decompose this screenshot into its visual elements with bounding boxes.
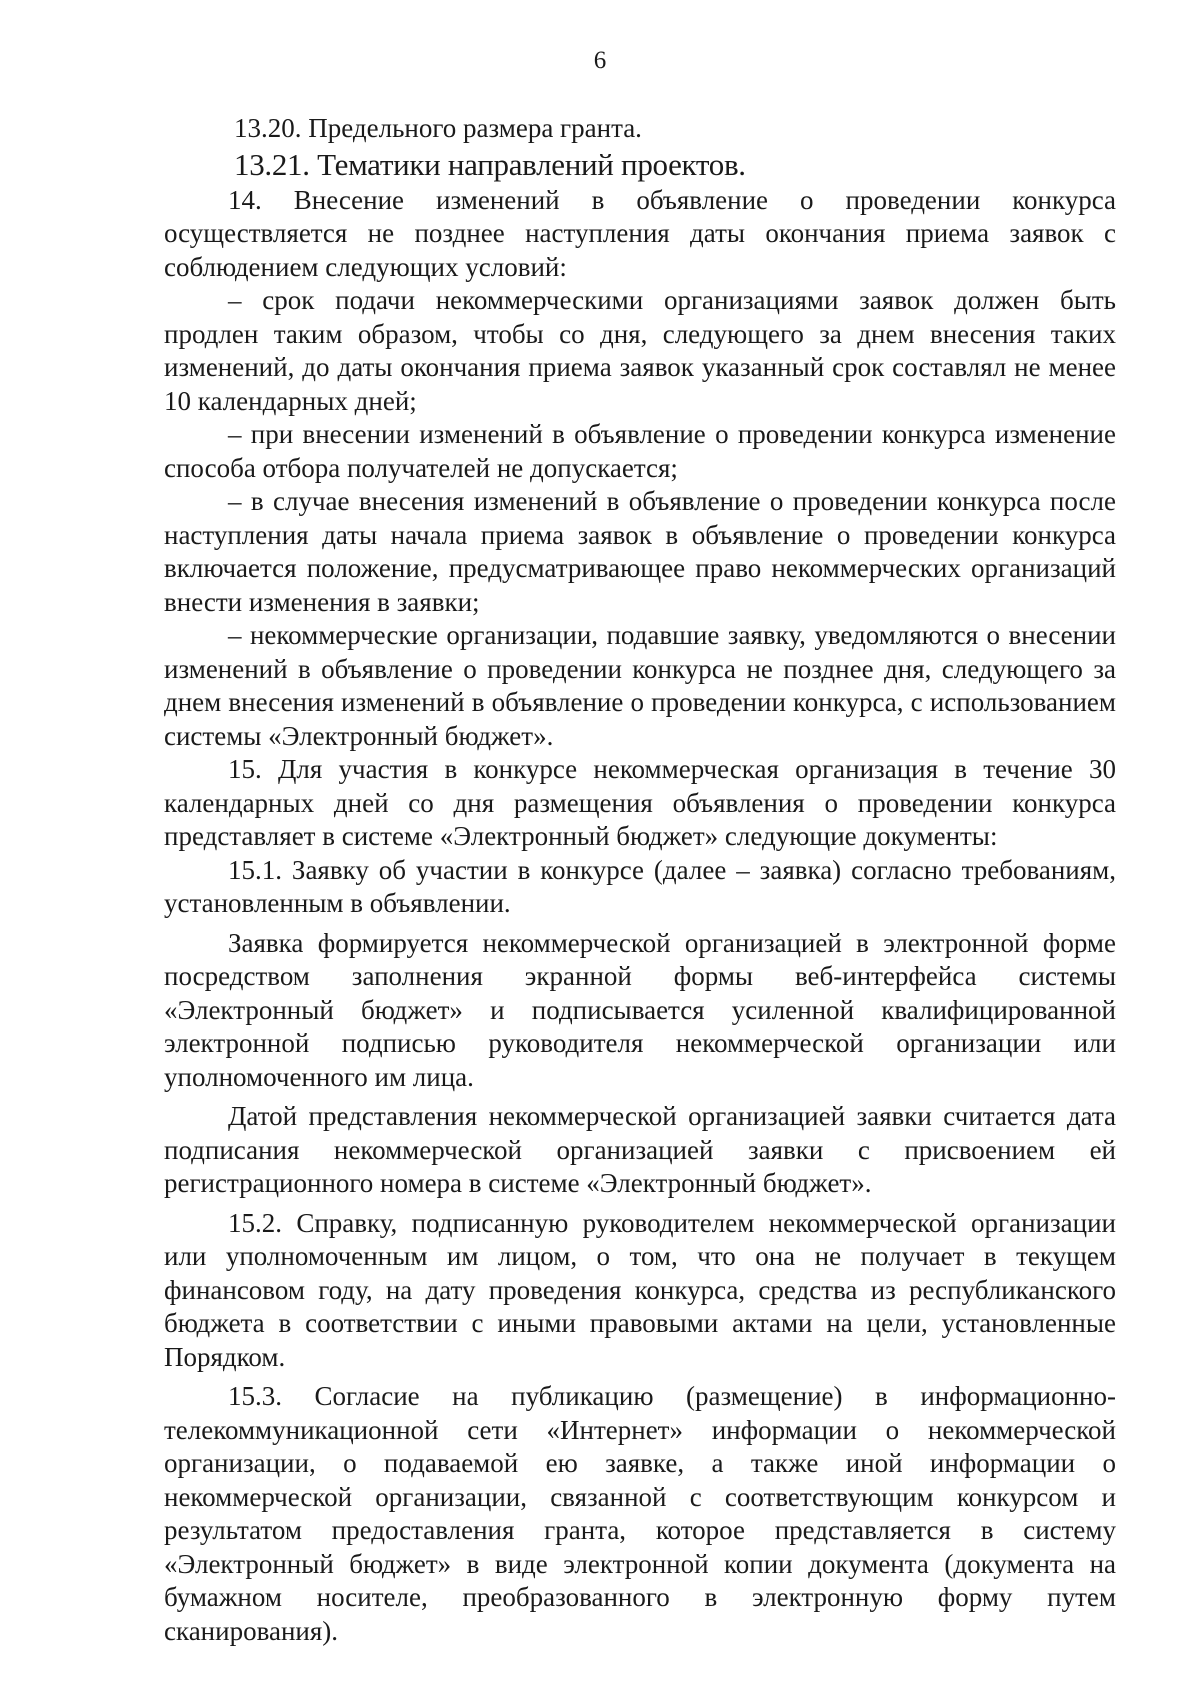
clause-15-1: 15.1. Заявку об участии в конкурсе (далее – заявка) согласно требованиям, установленным в объявлении. — [164, 854, 1116, 918]
page-number: 6 — [593, 47, 607, 74]
list-item-notification: – некоммерческие организации, подавшие заявку, уведомляются о внесении изменений в объявление о проведении конкурса не позднее дня, следующего за днем внесения изменений в объявление о проведении конкурса, с использованием системы «Электронный бюджет». — [164, 620, 1116, 751]
clause-15-2: 15.2. Справку, подписанную руководителем некоммерческой организации или уполномоченным им лицом, о том, что она не получает в текущем финансовом году, на дату проведения конкурса, средства из республиканского бюджета в соответствии с иными правовыми актами на цели, установленные Порядком. — [164, 1207, 1116, 1372]
clause-15: 15. Для участия в конкурсе некоммерческая организация в течение 30 календарных дней со дня размещения объявления о проведении конкурса представляет в системе «Электронный бюджет» следующие документы: — [164, 754, 1116, 851]
document-body — [164, 112, 1116, 1648]
clause-13-21: 13.21. Тематики направлений проектов. — [234, 146, 746, 182]
list-item-deadline-extension: – срок подачи некоммерческими организациями заявок должен быть продлен таким образом, чтобы со дня, следующего за днем внесения таких изменений, до даты окончания приема заявок указанный срок составлял не менее 10 календарных дней; — [164, 285, 1116, 416]
clause-14: 14. Внесение изменений в объявление о проведении конкурса осуществляется не позднее наступления даты окончания приема заявок с соблюдением следующих условий: — [164, 184, 1116, 282]
clause-13-20: 13.20. Предельного размера гранта. — [234, 113, 642, 143]
submission-date-paragraph: Датой представления некоммерческой организацией заявки считается дата подписания некоммерческой организацией заявки с присвоением ей регистрационного номера в системе «Электронный бюджет». — [164, 1101, 1116, 1198]
application-formation-paragraph: Заявка формируется некоммерческой организацией в электронной форме посредством заполнения экранной формы веб-интерфейса системы «Электронный бюджет» и подписывается усиленной квалифицированной электронной подписью руководителя некоммерческой организации или уполномоченного им лица. — [164, 927, 1116, 1092]
list-item-right-to-amend: – в случае внесения изменений в объявление о проведении конкурса после наступления даты начала приема заявок в объявление о проведении конкурса включается положение, предусматривающее право некоммерческих организаций внести изменения в заявки; — [164, 486, 1116, 617]
clause-15-3: 15.3. Согласие на публикацию (размещение) в информационно-телекоммуникационной сети «Интернет» информации о некоммерческой организации, о подаваемой ею заявке, а также иной информации о некоммерческой организации, связанной с соответствующим конкурсом и результатом предоставления гранта, которое представляется в систему «Электронный бюджет» в виде электронной копии документа (документа на бумажном носителе, преобразованного в электронную форму путем сканирования). — [164, 1381, 1116, 1646]
list-item-selection-method: – при внесении изменений в объявление о проведении конкурса изменение способа отбора получателей не допускается; — [164, 419, 1116, 483]
